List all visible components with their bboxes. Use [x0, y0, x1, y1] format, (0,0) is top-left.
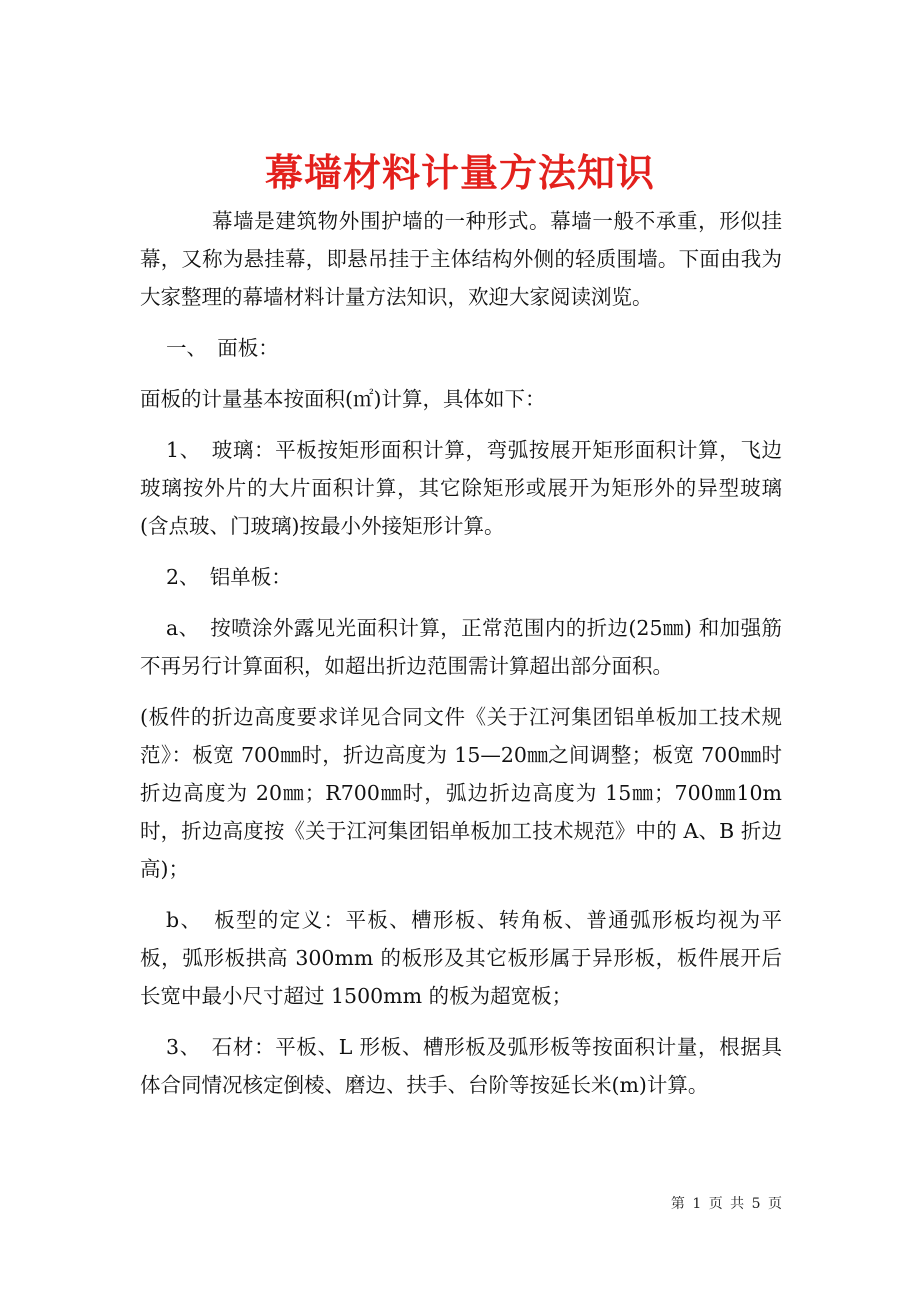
page-number: 第 1 页 共 5 页	[670, 1196, 782, 1212]
folding-height-note: (板件的折边高度要求详见合同文件《关于江河集团铝单板加工技术规范》：板宽 700㎜时，折边高度为 15—20㎜之间调整；板宽 700㎜时折边高度为 20㎜；R700㎜时，弧边折边高度为 15㎜；700㎜10m 时，折边高度按《关于江河集团铝单板加工技术规范》中的 A、B 折边高)；	[140, 705, 782, 881]
aluminum-panel-heading: 2、 铝单板：	[166, 565, 292, 589]
section-heading-panel: 一、 面板：	[166, 336, 279, 360]
aluminum-item-a: a、 按喷涂外露见光面积计算，正常范围内的折边(25㎜) 和加强筋不再另行计算面积，如超出折边范围需计算超出部分面积。	[140, 616, 782, 678]
document-body	[140, 202, 782, 1117]
panel-measurement-paragraph: 面板的计量基本按面积(㎡)计算，具体如下：	[140, 387, 546, 411]
glass-paragraph: 1、 玻璃：平板按矩形面积计算，弯弧按展开矩形面积计算，飞边玻璃按外片的大片面积计算，其它除矩形或展开为矩形外的异型玻璃(含点玻、门玻璃)按最小外接矩形计算。	[140, 438, 782, 538]
stone-paragraph: 3、 石材：平板、L 形板、槽形板及弧形板等按面积计量，根据具体合同情况核定倒棱、磨边、扶手、台阶等按延长米(m)计算。	[140, 1035, 782, 1097]
aluminum-item-b: b、 板型的定义：平板、槽形板、转角板、普通弧形板均视为平板，弧形板拱高 300mm 的板形及其它板形属于异形板，板件展开后长宽中最小尺寸超过 1500mm 的板为超宽板；	[140, 908, 782, 1008]
document-title: 幕墙材料计量方法知识	[264, 150, 655, 196]
intro-paragraph: 幕墙是建筑物外围护墙的一种形式。幕墙一般不承重，形似挂幕，又称为悬挂幕，即悬吊挂于主体结构外侧的轻质围墙。下面由我为大家整理的幕墙材料计量方法知识，欢迎大家阅读浏览。	[140, 209, 782, 309]
